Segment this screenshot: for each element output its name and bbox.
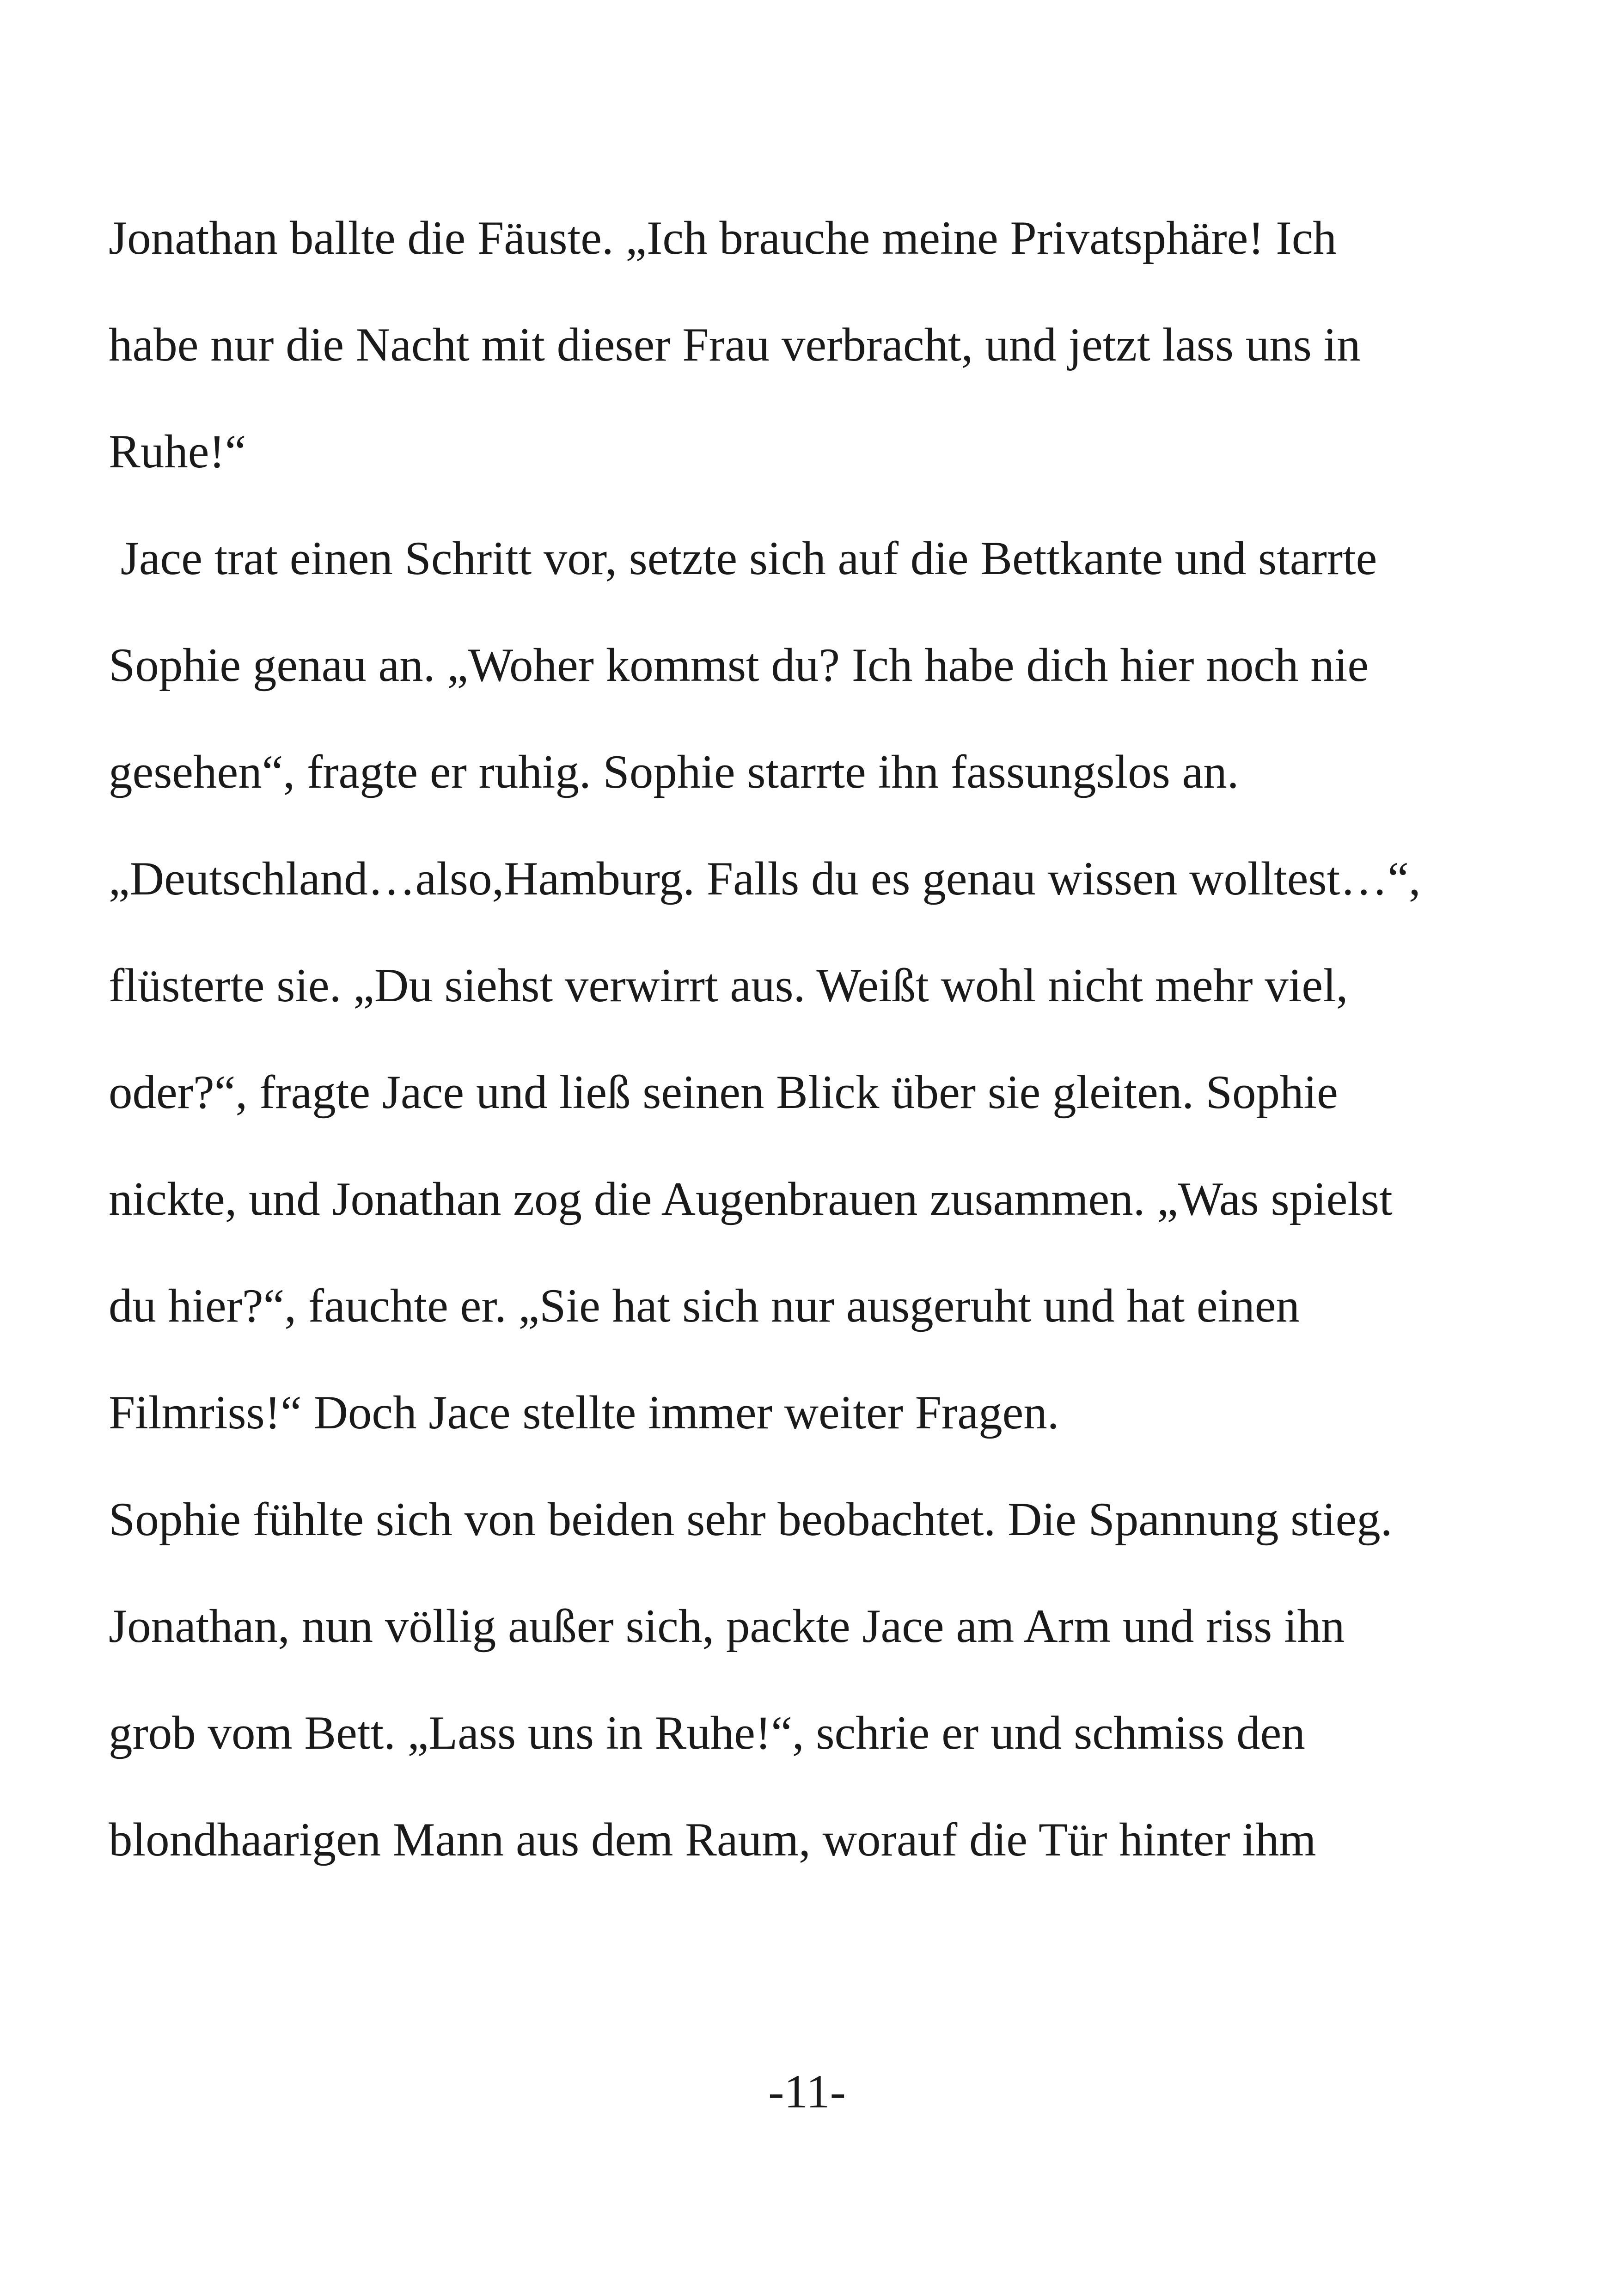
text-line: oder?“, fragte Jace und ließ seinen Blick über sie gleiten. Sophie — [109, 1066, 1338, 1119]
text-line: Jonathan ballte die Fäuste. „Ich brauche meine Privatsphäre! Ich — [109, 212, 1337, 264]
text-line: Sophie fühlte sich von beiden sehr beobachtet. Die Spannung stieg. — [109, 1493, 1393, 1546]
text-line: Jace trat einen Schritt vor, setzte sich auf die Bettkante und starrte — [109, 532, 1377, 585]
page-number: -11- — [768, 2065, 846, 2118]
text-line: Ruhe!“ — [109, 425, 246, 478]
text-line: Filmriss!“ Doch Jace stellte immer weiter Fragen. — [109, 1386, 1059, 1439]
text-line: Jonathan, nun völlig außer sich, packte Jace am Arm und riss ihn — [109, 1600, 1345, 1653]
text-line: grob vom Bett. „Lass uns in Ruhe!“, schrie er und schmiss den — [109, 1707, 1305, 1759]
text-line: gesehen“, fragte er ruhig. Sophie starrte ihn fassungslos an. — [109, 746, 1239, 798]
text-line: „Deutschland…also,Hamburg. Falls du es genau wissen wolltest…“, — [109, 852, 1421, 905]
text-line: blondhaarigen Mann aus dem Raum, worauf die Tür hinter ihm — [109, 1813, 1316, 1866]
body-text — [109, 185, 1523, 1893]
text-line: habe nur die Nacht mit dieser Frau verbracht, und jetzt lass uns in — [109, 318, 1361, 371]
text-line: nickte, und Jonathan zog die Augenbrauen zusammen. „Was spielst — [109, 1173, 1393, 1225]
text-line: du hier?“, fauchte er. „Sie hat sich nur ausgeruht und hat einen — [109, 1280, 1300, 1332]
text-line: flüsterte sie. „Du siehst verwirrt aus. Weißt wohl nicht mehr viel, — [109, 959, 1348, 1012]
text-line: Sophie genau an. „Woher kommst du? Ich habe dich hier noch nie — [109, 639, 1369, 692]
